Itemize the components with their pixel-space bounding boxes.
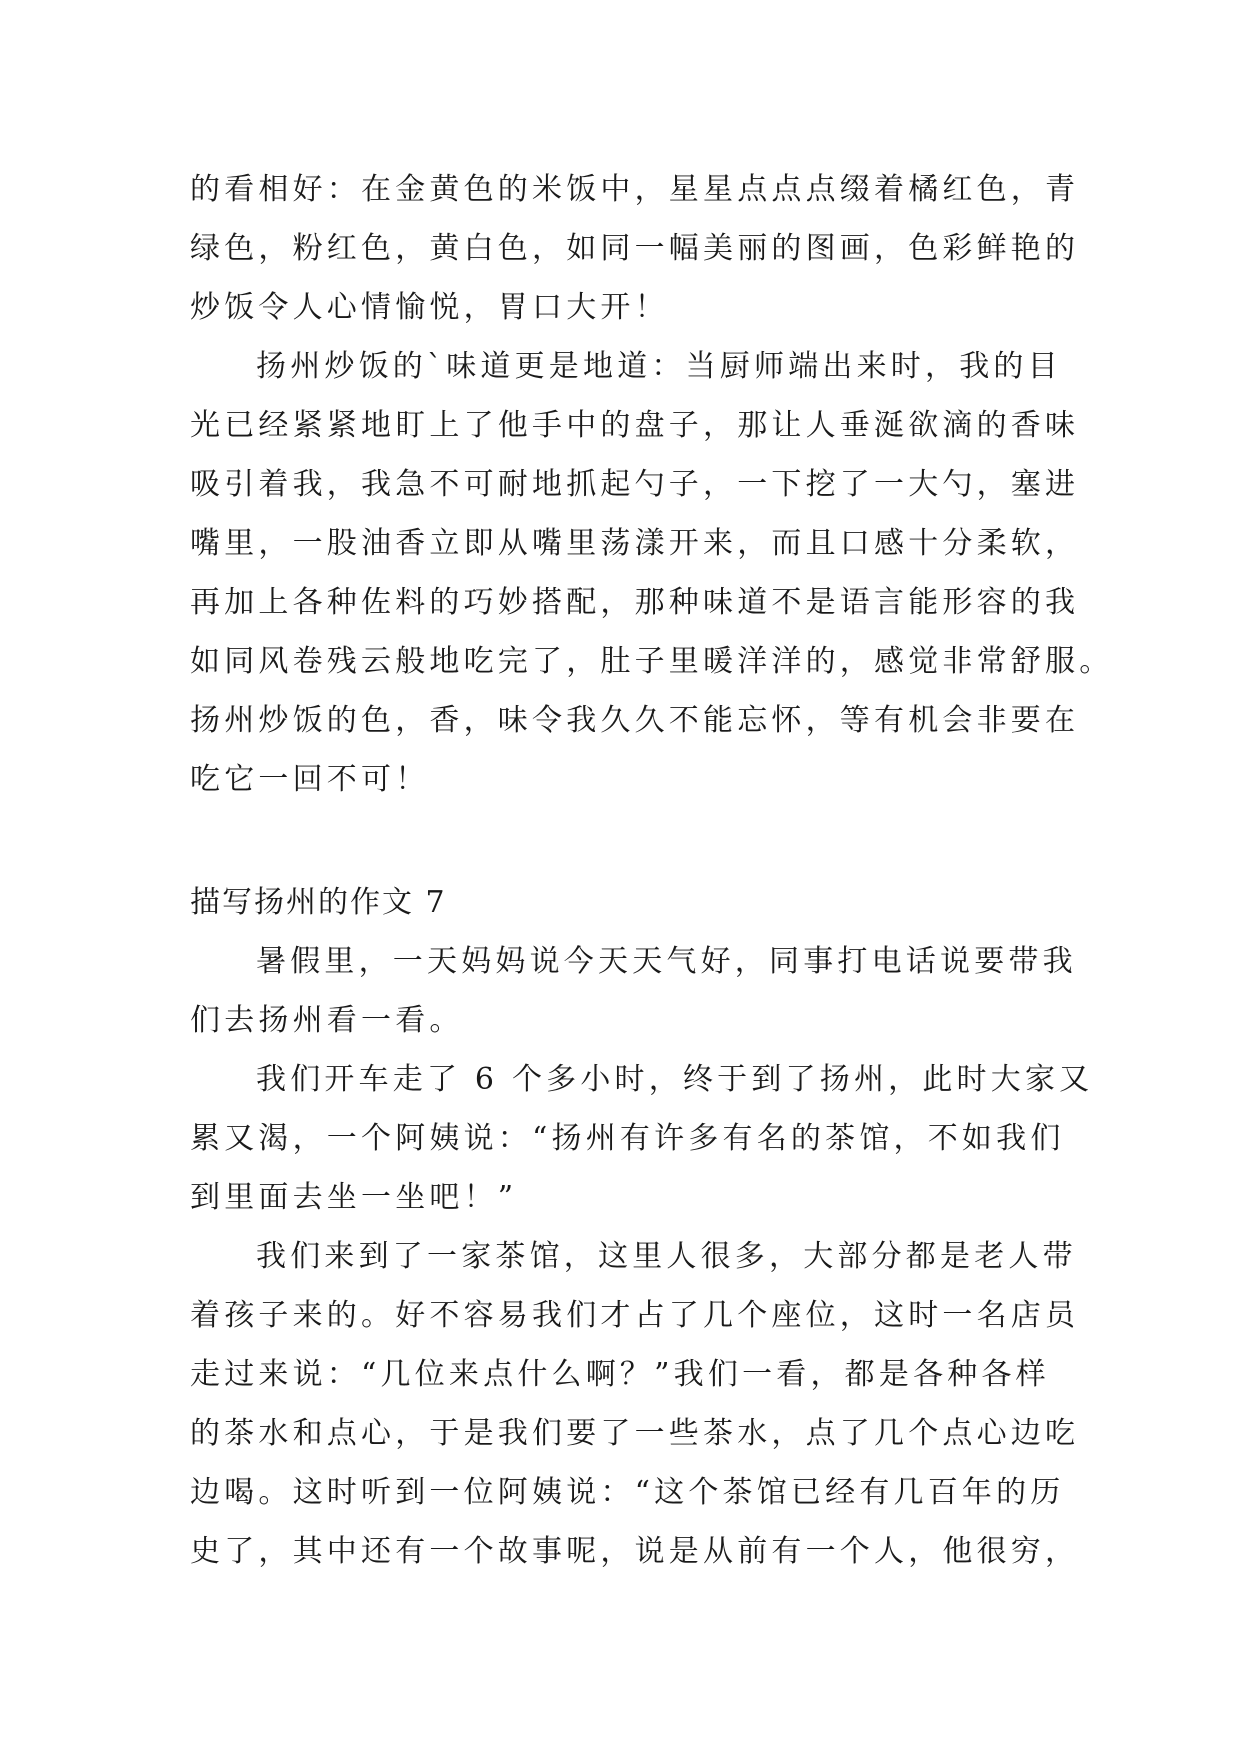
paragraph-3 (190, 932, 1077, 1050)
text-line: 绿色，粉红色，黄白色，如同一幅美丽的图画，色彩鲜艳的 (190, 231, 1080, 266)
text-line: 我们来到了一家茶馆，这里人很多，大部分都是老人带 (256, 1239, 1077, 1274)
text-line: 如同风卷残云般地吃完了，肚子里暖洋洋的，感觉非常舒服。 (190, 644, 1114, 679)
text-line: 的看相好：在金黄色的米饭中，星星点点点缀着橘红色，青 (190, 172, 1080, 207)
text-line: 走过来说：“几位来点什么啊？”我们一看，都是各种各样 (190, 1357, 1050, 1392)
text-line: 暑假里，一天妈妈说今天天气好，同事打电话说要带我 (256, 944, 1077, 979)
text-line: 我们开车走了 6 个多小时，终于到了扬州，此时大家又 (256, 1062, 1094, 1097)
text-line: 扬州炒饭的`味道更是地道：当厨师端出来时，我的目 (256, 349, 1062, 384)
text-line: 累又渴，一个阿姨说：“扬州有许多有名的茶馆，不如我们 (190, 1121, 1065, 1156)
paragraph-1 (190, 160, 1080, 337)
paragraph-5 (190, 1227, 1080, 1581)
text-line: 再加上各种佐料的巧妙搭配，那种味道不是语言能形容的我 (190, 585, 1080, 620)
text-line: 嘴里，一股油香立即从嘴里荡漾开来，而且口感十分柔软， (190, 526, 1080, 561)
text-line: 扬州炒饭的色，香，味令我久久不能忘怀，等有机会非要在 (190, 703, 1080, 738)
section-heading: 描写扬州的作文 7 (190, 885, 447, 920)
text-line: 的茶水和点心，于是我们要了一些茶水，点了几个点心边吃 (190, 1416, 1080, 1451)
document-body (190, 160, 1114, 1581)
text-line: 边喝。这时听到一位阿姨说：“这个茶馆已经有几百年的历 (190, 1475, 1065, 1510)
text-line: 到里面去坐一坐吧！” (190, 1180, 518, 1215)
text-line: 炒饭令人心情愉悦，胃口大开！ (190, 290, 669, 325)
paragraph-4 (190, 1050, 1094, 1227)
text-line: 吸引着我，我急不可耐地抓起勺子，一下挖了一大勺，塞进 (190, 467, 1080, 502)
text-line: 吃它一回不可！ (190, 762, 430, 797)
text-line: 们去扬州看一看。 (190, 1003, 464, 1038)
text-line: 史了，其中还有一个故事呢，说是从前有一个人，他很穷， (190, 1534, 1080, 1569)
paragraph-2 (190, 337, 1114, 809)
section-gap (190, 809, 1050, 873)
text-line: 光已经紧紧地盯上了他手中的盘子，那让人垂涎欲滴的香味 (190, 408, 1080, 443)
text-line: 着孩子来的。好不容易我们才占了几个座位，这时一名店员 (190, 1298, 1080, 1333)
